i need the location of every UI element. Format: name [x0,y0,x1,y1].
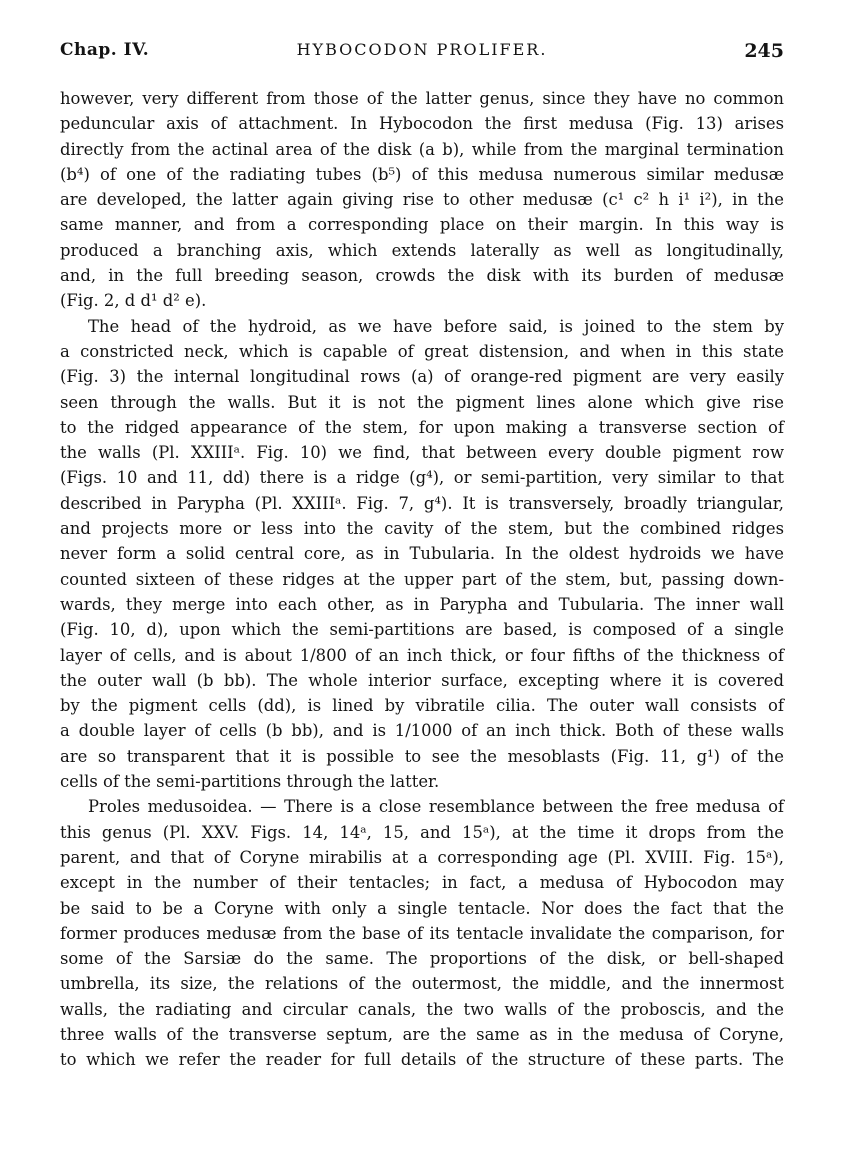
text-line: and, in the full breeding season, crowds the disk with its burden of medusæ [60,266,784,286]
running-header [60,40,784,74]
text-line: three walls of the transverse septum, are the same as in the medusa of Coryne, [60,1024,784,1044]
text-line: this genus (Pl. XXV. Figs. 14, 14ᵃ, 15, and 15ᵃ), at the time it drops from the [60,822,784,842]
text-line: except in the number of their tentacles; in fact, a medusa of Hybocodon may [60,873,784,893]
text-line: Proles medusoidea. — There is a close resemblance between the free medusa of [88,797,784,817]
text-line: (Fig. 3) the internal longitudinal rows (a) of orange-red pigment are very easily [60,367,784,387]
text-line: (Fig. 10, d), upon which the semi-partitions are based, is composed of a single [60,620,784,640]
text-line: same manner, and from a corresponding place on their margin. In this way is [60,215,784,235]
text-line: The head of the hydroid, as we have before said, is joined to the stem by [88,316,784,336]
text-line: however, very different from those of the latter genus, since they have no common [60,89,784,108]
chapter-label: Chap. IV. [60,40,150,60]
text-line: and projects more or less into the cavity of the stem, but the combined ridges [60,519,784,539]
text-line: layer of cells, and is about 1/800 of an inch thick, or four fifths of the thickness of [60,645,784,665]
text-line: described in Parypha (Pl. XXIIIᵃ. Fig. 7, g⁴). It is transversely, broadly triangular, [60,493,784,513]
text-line: the outer wall (b bb). The whole interior surface, excepting where it is covered [60,670,784,690]
text-line: (Fig. 2, d d¹ d² e). [60,291,207,311]
text-line: to the ridged appearance of the stem, for upon making a transverse section of [60,417,784,437]
text-line: are so transparent that it is possible to see the mesoblasts (Fig. 11, g¹) of the [60,746,784,766]
text-line: a double layer of cells (b bb), and is 1/1000 of an inch thick. Both of these walls [60,721,784,741]
text-line: counted sixteen of these ridges at the upper part of the stem, but, passing down- [60,569,784,589]
text-line: a constricted neck, which is capable of great distension, and when in this state [60,341,784,361]
text-line: cells of the semi-partitions through the latter. [60,772,440,792]
text-line: parent, and that of Coryne mirabilis at a corresponding age (Pl. XVIII. Fig. 15ᵃ), [60,847,784,867]
text-line: to which we refer the reader for full details of the structure of these parts. The [60,1050,784,1070]
text-line: produced a branching axis, which extends laterally as well as longitudinally, [60,240,784,260]
text-line: some of the Sarsiæ do the same. The proportions of the disk, or bell-shaped [60,949,784,969]
text-line: (b⁴) of one of the radiating tubes (b⁵) of this medusa numerous similar medusæ [60,164,784,184]
running-title: HYBOCODON PROLIFER. [296,40,548,59]
text-line: are developed, the latter again giving rise to other medusæ (c¹ c² h i¹ i²), in the [60,190,784,210]
text-line: wards, they merge into each other, as in Parypha and Tubularia. The inner wall [60,594,784,614]
body-text [60,86,784,1073]
text-line: the walls (Pl. XXIIIᵃ. Fig. 10) we find, that between every double pigment row [60,443,784,463]
text-line: directly from the actinal area of the disk (a b), while from the marginal termination [60,139,784,159]
text-line: former produces medusæ from the base of its tentacle invalidate the comparison, for [60,923,784,943]
text-line: umbrella, its size, the relations of the outermost, the middle, and the innermost [60,974,784,994]
text-line: peduncular axis of attachment. In Hybocodon the first medusa (Fig. 13) arises [60,114,784,134]
text-line: walls, the radiating and circular canals, the two walls of the proboscis, and the [60,999,784,1019]
text-line: seen through the walls. But it is not the pigment lines alone which give rise [60,392,784,412]
text-line: (Figs. 10 and 11, dd) there is a ridge (g⁴), or semi-partition, very similar to that [60,468,784,488]
text-line: by the pigment cells (dd), is lined by vibratile cilia. The outer wall consists of [60,696,784,716]
page-number: 245 [744,40,784,62]
text-line: never form a solid central core, as in Tubularia. In the oldest hydroids we have [60,544,784,564]
text-line: be said to be a Coryne with only a single tentacle. Nor does the fact that the [60,898,784,918]
